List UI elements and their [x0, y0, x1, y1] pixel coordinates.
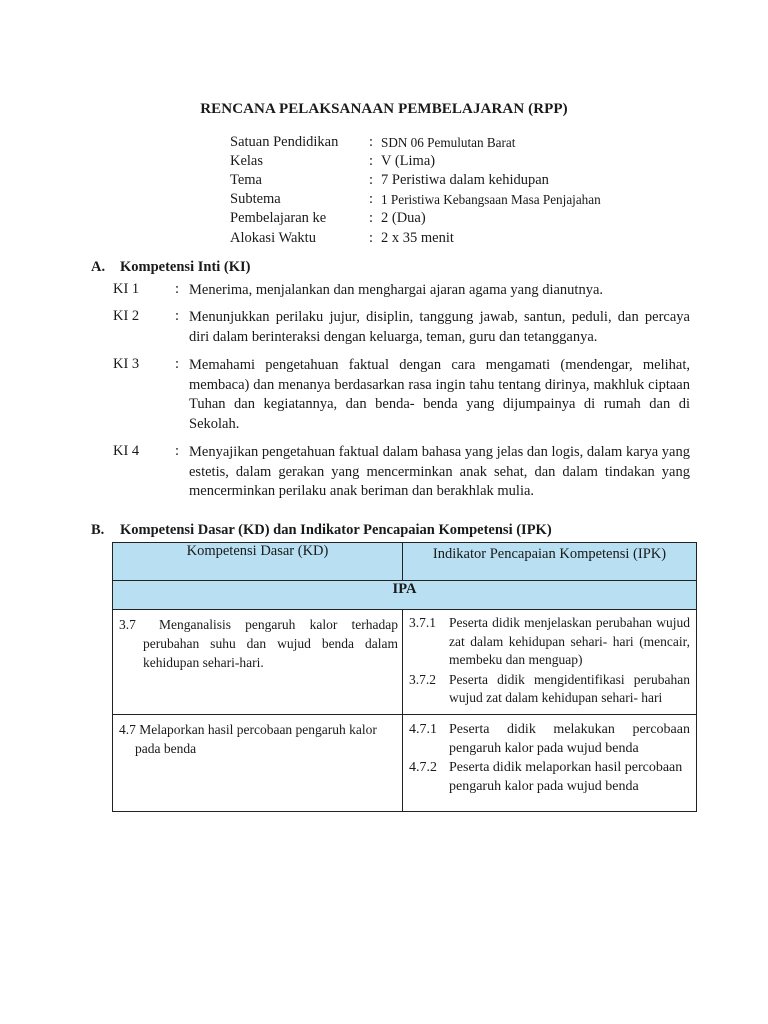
kd-cell: [113, 715, 403, 812]
meta-label: Pembelajaran ke: [230, 210, 327, 226]
meta-value: 7 Peristiwa dalam kehidupan: [381, 172, 549, 188]
section-title: Kompetensi Inti (KI): [120, 259, 251, 275]
meta-label: Alokasi Waktu: [230, 230, 316, 246]
kd-text-content: Menganalisis pengaruh kalor terhadap perubahan suhu dan wujud benda dalam kehidupan sehari-hari.: [143, 617, 398, 670]
ipk-text: Peserta didik melaporkan hasil percobaan pengaruh kalor pada wujud benda: [449, 760, 683, 794]
ki-label: KI 3: [113, 356, 140, 372]
section-letter: B.: [91, 522, 105, 538]
meta-label: Subtema: [230, 191, 281, 207]
ki-text: Menerima, menjalankan dan menghargai ajaran agama yang dianutnya.: [189, 282, 604, 298]
kd-column-header: Kompetensi Dasar (KD): [113, 543, 403, 581]
subject-row: [113, 581, 697, 610]
ki-text: Menyajikan pengetahuan faktual dalam bahasa yang jelas dan logis, dalam karya yang estetis, dalam gerakan yang mencerminkan anak sehat, dan dalam tindakan yang mencerminkan perilaku anak beriman dan berakhlak mulia.: [189, 444, 690, 499]
ipk-number: 3.7.1: [409, 615, 436, 630]
ki-label: KI 2: [113, 308, 140, 324]
meta-colon: :: [369, 210, 374, 226]
ki-text: Memahami pengetahuan faktual dengan cara mengamati (mendengar, melihat, membaca) dan menanya berdasarkan rasa ingin tahu tentang dirinya, makhluk ciptaan Tuhan dan kegiatannya, dan benda- benda yang dijumpainya di rumah dan di Sekolah.: [189, 357, 690, 432]
ipk-cell: [403, 715, 697, 812]
ki-colon: :: [175, 443, 180, 459]
meta-label: Kelas: [230, 153, 264, 169]
meta-colon: :: [369, 172, 374, 188]
ipk-number: 3.7.2: [409, 671, 436, 687]
meta-value: 2 (Dua): [381, 210, 426, 226]
section-title: Kompetensi Dasar (KD) dan Indikator Pencapaian Kompetensi (IPK): [120, 522, 552, 538]
ki-colon: :: [175, 281, 180, 297]
meta-colon: :: [369, 153, 374, 169]
ki-colon: :: [175, 308, 180, 324]
kd-cell: [113, 610, 403, 715]
table-header-row: [113, 543, 697, 581]
ipk-number: 4.7.1: [409, 722, 437, 737]
meta-value: 1 Peristiwa Kebangsaan Masa Penjajahan: [381, 192, 601, 207]
ki-colon: :: [175, 356, 180, 372]
table-row: [113, 610, 697, 715]
ki-label: KI 1: [113, 281, 140, 297]
meta-colon: :: [369, 134, 374, 150]
meta-label: Satuan Pendidikan: [230, 134, 339, 150]
table-row: [113, 715, 697, 812]
ipk-text: Peserta didik melakukan percobaan pengaruh kalor pada wujud benda: [449, 722, 690, 756]
ipk-text: Peserta didik mengidentifikasi perubahan wujud zat dalam kehidupan sehari- hari: [449, 671, 690, 705]
meta-label: Tema: [230, 172, 262, 188]
ki-label: KI 4: [113, 443, 140, 459]
kd-ipk-table: [112, 542, 697, 812]
ipk-item: [403, 758, 696, 796]
kd-number: 4.7: [119, 722, 136, 737]
meta-value: V (Lima): [381, 153, 436, 169]
document-title: RENCANA PELAKSANAAN PEMBELAJARAN (RPP): [200, 101, 568, 117]
ipk-text: Peserta didik menjelaskan perubahan wujud zat dalam kehidupan sehari- hari (mencair, membeku dan menguap): [449, 615, 690, 667]
meta-value: 2 x 35 menit: [381, 230, 454, 246]
meta-value: SDN 06 Pemulutan Barat: [381, 135, 516, 150]
ipk-column-header: Indikator Pencapaian Kompetensi (IPK): [403, 543, 697, 581]
ipk-item: [403, 670, 696, 708]
ipk-number: 4.7.2: [409, 760, 437, 775]
ki-text: Menunjukkan perilaku jujur, disiplin, tanggung jawab, santun, peduli, dan percaya diri dalam berinteraksi dengan keluarga, teman, guru dan tetangganya.: [189, 309, 690, 345]
meta-colon: :: [369, 191, 374, 207]
ipk-item: [403, 715, 696, 758]
subject-label: IPA: [113, 581, 697, 610]
ipk-item: [403, 610, 696, 670]
ipk-cell: [403, 610, 697, 715]
kd-number: 3.7: [119, 617, 136, 632]
kd-text-content: Melaporkan hasil percobaan pengaruh kalor pada benda: [135, 722, 377, 756]
kd-text: [119, 720, 398, 758]
kd-item: [113, 610, 402, 672]
section-letter: A.: [91, 259, 106, 275]
meta-colon: :: [369, 230, 374, 246]
kd-text: [143, 615, 398, 672]
kd-item: [113, 715, 402, 758]
